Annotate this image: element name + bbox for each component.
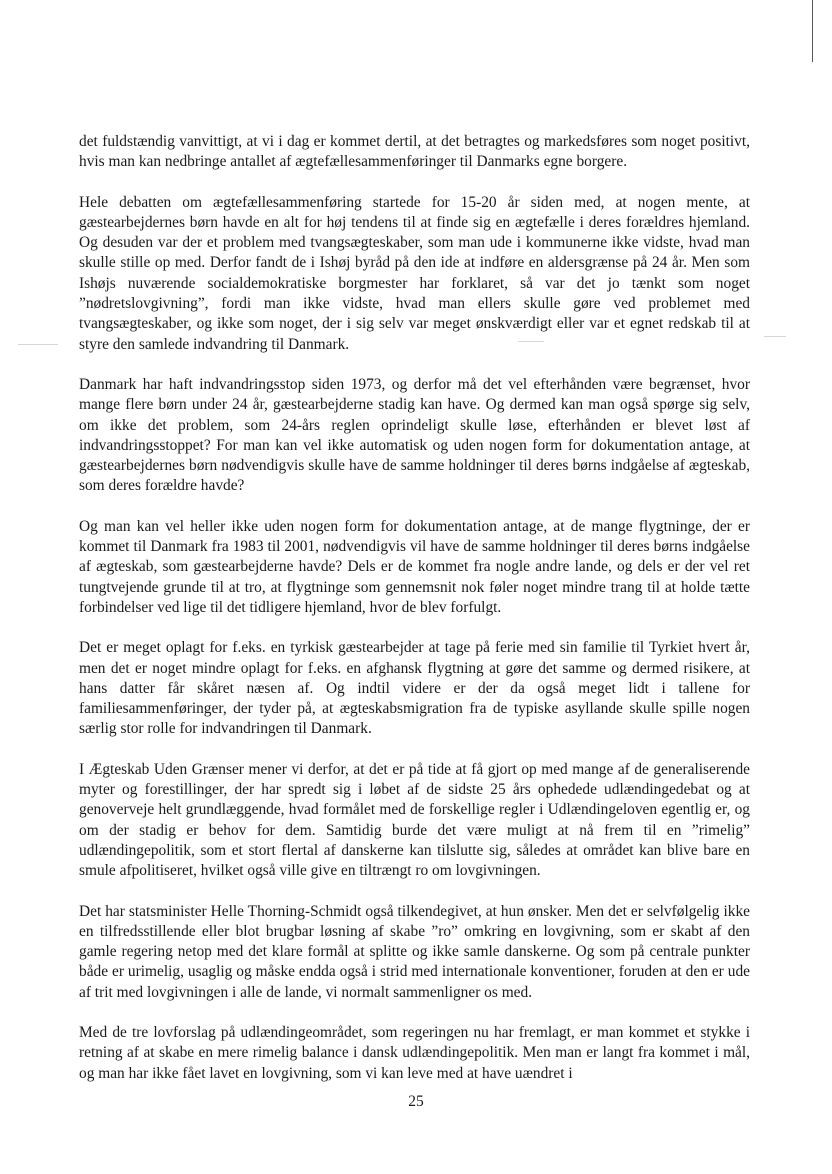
paragraph: Hele debatten om ægtefællesammenføring startede for 15-20 år siden med, at nogen mente, at gæstearbejdernes børn havde en alt for høj tendens til at finde sig en ægtefælle i deres forældres hjemland. Og desuden var der et problem med tvangsægteskaber, som man ude i kommunerne ikke vidste, hvad man skulle stille op med. Derfor fandt de i Ishøj byråd på den ide at indføre en aldersgrænse på 24 år. Men som Ishøjs nuværende socialdemokratiske borgmester har forklaret, så var det jo tænkt som noget ”nødretslovgivning”, fordi man ikke vidste, hvad man ellers skulle gøre ved problemet med tvangsægteskaber, og ikke som noget, der i sig selv var meget ønskværdigt eller var et egnet redskab til at styre den samlede indvandring til Danmark. [79, 193, 750, 353]
paragraph: Det har statsminister Helle Thorning-Schmidt også tilkendegivet, at hun ønsker. Men det er selvfølgelig ikke en tilfredsstillende eller blot brugbar løsning af skabe ”ro” omkring en lovgivning, som er skabt af den gamle regering netop med det klare formål at splitte og ikke samle danskerne. Og som på centrale punkter både er urimelig, usaglig og måske endda også i strid med internationale konventioner, foruden at den er ude af trit med lovgivningen i alle de lande, vi normalt sammenligner os med. [79, 902, 750, 1001]
scan-edge-line [812, 0, 813, 62]
scan-artifact [764, 336, 786, 337]
paragraph: det fuldstændig vanvittigt, at vi i dag er kommet dertil, at det betragtes og markedsføres som noget positivt, hvis man kan nedbringe antallet af ægtefællesammenføringer til Danmarks egne borgere. [79, 133, 750, 171]
paragraph: I Ægteskab Uden Grænser mener vi derfor, at det er på tide at få gjort op med mange af de generaliserende myter og forestillinger, der har spredt sig i løbet af de sidste 25 års ophedede udlændingedebat og at genoverveje helt grundlæggende, hvad formålet med de forskellige regler i Udlændingeloven egentlig er, og om der stadig er behov for dem. Samtidig burde det være muligt at nå frem til en ”rimelig” udlændingepolitik, som et stort flertal af danskerne kan tilslutte sig, således at området kan blive bare en smule afpolitiseret, hvilket også ville give en tiltrængt ro om lovgivningen. [79, 760, 750, 880]
paragraph: Med de tre lovforslag på udlændingeområdet, som regeringen nu har fremlagt, er man kommet et stykke i retning af at skabe en mere rimelig balance i dansk udlændingepolitik. Men man er langt fra kommet i mål, og man har ikke fået lavet en lovgivning, som vi kan leve med at have uændret i [79, 1023, 750, 1082]
paragraph: Og man kan vel heller ikke uden nogen form for dokumentation antage, at de mange flygtninge, der er kommet til Danmark fra 1983 til 2001, nødvendigvis vil have de samme holdninger til deres børns indgåelse af ægteskab, som gæstearbejderne havde? Dels er de kommet fra nogle andre lande, og dels er der vel ret tungtvejende grunde til at tro, at flygtninge som gennemsnit nok føler noget mindre trang til at holde tætte forbindelser ved lige til det tidligere hjemland, hvor de blev forfulgt. [79, 517, 750, 616]
paragraph: Det er meget oplagt for f.eks. en tyrkisk gæstearbejder at tage på ferie med sin familie til Tyrkiet hvert år, men det er noget mindre oplagt for f.eks. en afghansk flygtning at gøre det samme og dermed risikere, at hans datter får skåret næsen af. Og indtil videre er der da også meget lidt i tallene for familiesammenføringer, der tyder på, at ægteskabsmigration fra de typiske asyllande skulle spille nogen særlig stor rolle for indvandringen til Danmark. [79, 639, 750, 738]
body-text [79, 132, 750, 1084]
page-number: 25 [408, 1093, 424, 1110]
paragraph: Danmark har haft indvandringsstop siden 1973, og derfor må det vel efterhånden være begrænset, hvor mange flere børn under 24 år, gæstearbejderne stadig kan have. Og dermed kan man også spørge sig selv, om ikke det problem, som 24-års reglen oprindeligt skulle løse, efterhånden er blevet løst af indvandringsstoppet? For man kan vel ikke automatisk og uden nogen form for dokumentation antage, at gæstearbejdernes børn nødvendigvis skulle have de samme holdninger til deres børns indgåelse af ægteskab, som deres forældre havde? [79, 375, 750, 495]
scan-artifact [18, 344, 58, 345]
